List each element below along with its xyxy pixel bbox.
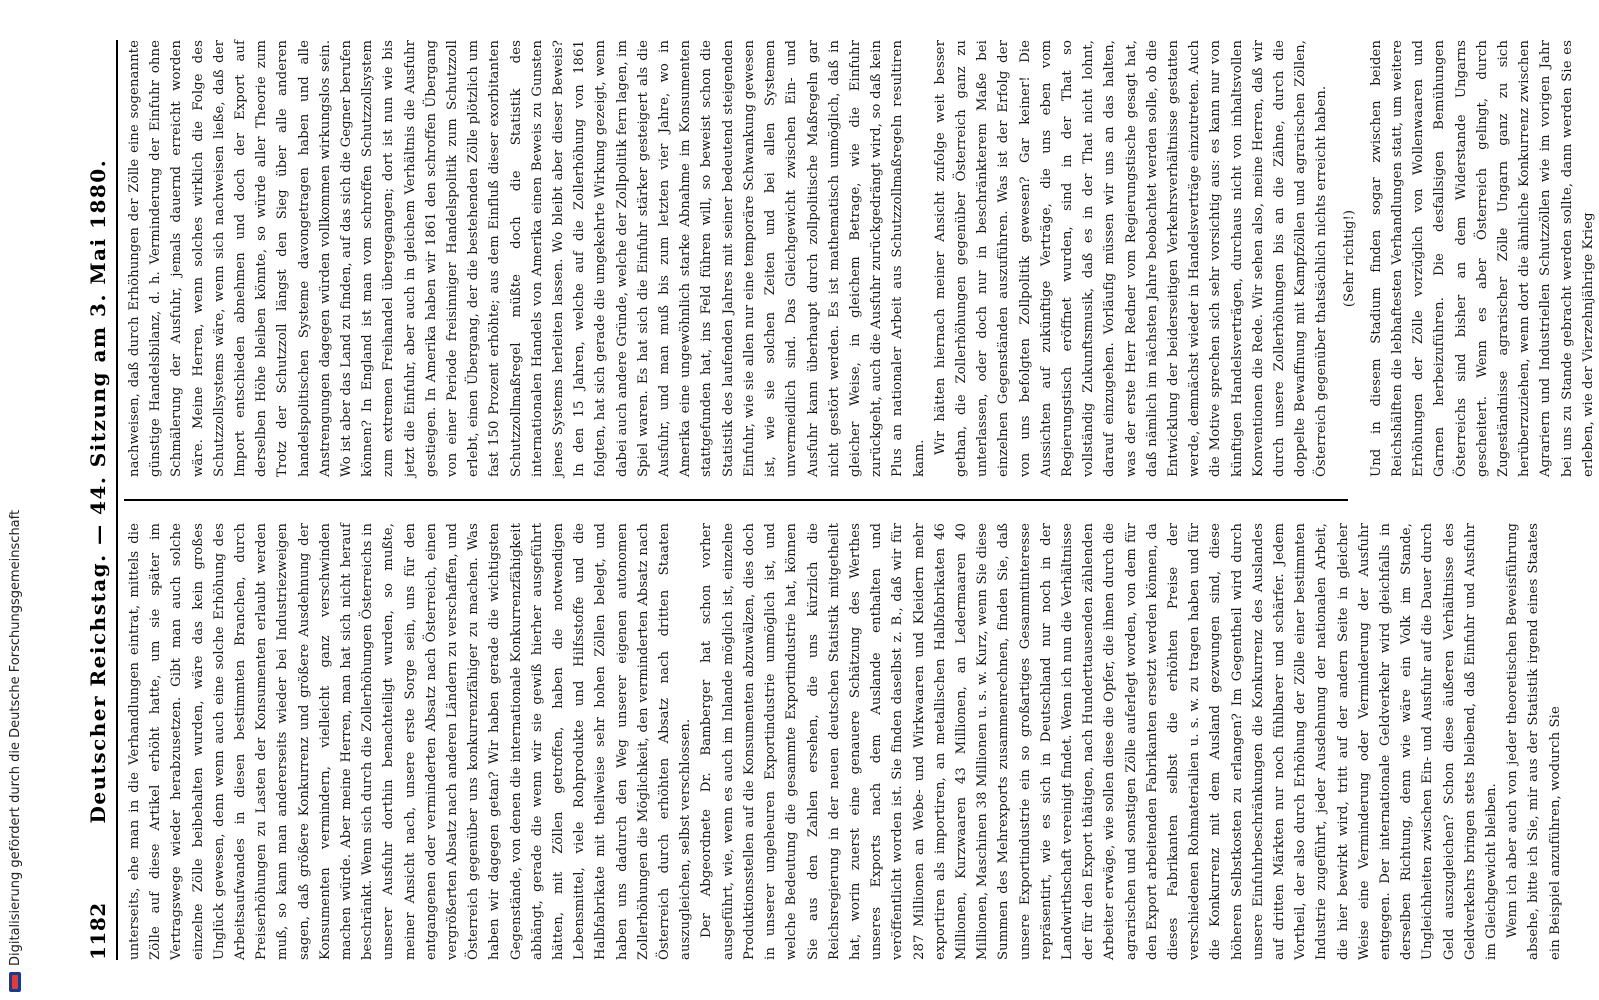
right-column <box>124 40 1596 477</box>
interjection: (Sehr richtig!) <box>1341 209 1357 308</box>
right-paragraph-2: Wir hätten hiernach meiner Ansicht zufolge weit besser gethan, die Zollerhöhungen gegenüber Österreich ganz zu unterlassen, oder doch nur in beschränkterem Maße bei einzelnen Gegenständen auszuführen. Was ist der Erfolg der von uns befolgten Zollpolitik gewesen? Gar keiner! Die Aussichten auf zukünftige Verträge, die uns eben vom Regierungstisch eröffnet wurden, sind in der That so vollständig Zukunftsmusik, daß es in der That nicht lohnt, darauf einzugehen. Vorläufig müssen wir uns an das halten, was der erste Herr Redner vom Regierungstische gesagt hat, daß nämlich im nächsten Jahre beobachtet werden solle, ob die Entwicklung der beiderseitigen Verkehrsverhältnisse gestatten werde, demnächst wieder in Handelsverträge einzutreten. Auch die Motive sprechen sich sehr vorsichtig aus: es kann nur von künftigen Handelsverträgen, durchaus nicht von inhaltsvollen Konventionen die Rede. Wir sehen also, meine Herren, daß wir durch unsere Zollerhöhungen bis an die Zähne, durch die doppelte Bewaffnung mit Kampfzöllen und agrarischen Zöllen, Österreich gegenüber thatsächlich nichts erreicht haben. <box>932 40 1330 477</box>
right-paragraph-3: Und in diesem Stadium finden sogar zwischen beiden Reichshälften die lebhaftesten Verhandlungen statt, um weitere Erhöhungen der Zölle vorzüglich von Wollenwaaren und Garnen herbeizuführen. Die desfallsigen Bemühungen Österreichs sind bisher an dem Widerstande Ungarns gescheitert. Wenn es aber Österreich gelingt, durch Zugeständnisse agrarischer Zölle Ungarn ganz zu sich herüberzuziehen, wenn dort die ähnliche Konkurrenz zwischen Agrariern und Industriellen Schutzzöllen wie im vorigen Jahr bei uns zu Stande gebracht werden sollte, dann werden Sie es erleben, wie der Vierzehnjährige Krieg <box>1368 40 1596 477</box>
text-columns <box>124 40 1596 960</box>
left-paragraph-1: unterseits, ehe man in die Verhandlungen eintrat, mittels die Zölle auf diese Artikel erhöht hatte, um sie später im Vertragswege wieder herabzusetzen. Gibt man auch solche einzelne Zölle beibehalten wurden, wäre das kein großes Unglück gewesen, denn wenn auch eine solche Erhöhung des Arbeitsaufwandes in diesen bestimmten Branchen, durch Preiserhöhungen zu Lasten der Konsumenten erlaubt werden muß, so kann man andererseits wieder bei Industriezweigen sagen, daß größere Konkurrenz und größere Ausdehnung der Konsumenten vermindern, vielleicht ganz verschwinden machen würde. Aber meine Herren, man hat sich nicht herauf beschränkt. Wenn sich durch die Zollerhöhungen Österreichs in unserer Ausfuhr dorthin benachteiligt wurden, so mußte, meiner Ansicht nach, unsere erste Sorge sein, uns für den entgangenen oder verminderten Absatz nach Österreich, einen vergrößerten Absatz nach anderen Ländern zu verschaffen, und Österreich gegenüber uns konkurrenzfähiger zu machen. Was haben wir dagegen getan? Wir haben gerade die wichtigsten Gegenstände, von denen die internationale Konkurrenzfähigkeit abhängt, gerade die wenn wir sie gewiß hierher ausgeführt hätten, mit Zöllen getroffen, haben die notwendigen Lebensmittel, viele Rohprodukte und Hilfsstoffe und die Halbfabrikate mit theilweise sehr hohen Zöllen belegt, und haben uns dadurch den Weg unserer eigenen autonomen Zollerhöhungen die Möglichkeit, den verminderten Absatz nach Österreich durch erhöhten Absatz nach dritten Staaten auszugleichen, selbst verschlossen. <box>127 523 694 960</box>
right-paragraph-1: nachweisen, daß durch Erhöhungen der Zölle eine sogenannte günstige Handelsbilanz, d. h. Verminderung der Einfuhr ohne Schmälerung der Ausfuhr, jemals dauernd erreicht worden wäre. Meine Herren, wenn solches wirklich die Folge des Schutzzollsystems wäre, wenn sich nachweisen ließe, daß der Import entschieden abnehmen und doch der Export auf derselben Höhe bleiben könnte, so würde aller Theorie zum Trotz der Schutzzoll längst den Sieg über alle anderen handelspolitischen Systeme davongetragen haben und alle Anstrengungen dagegen würden vollkommen wirkungslos sein. Wo ist aber das Land zu finden, auf das sich die Gegner berufen können? In England ist man vom schroffen Schutzzollsystem zum extremen Freihandel übergegangen; dort ist nun wie bis jetzt die Einfuhr, aber auch in gleichem Verhältnis die Ausfuhr gestiegen. In Amerika haben wir 1861 den schroffen Übergang von einer Periode freisinniger Handelspolitik zum Schutzzoll erlebt, einen Übergang, der die bestehenden Zölle plötzlich um fast 150 Prozent erhöhte; aus dem Einfluß dieser exorbitanten Schutzzollmaßregel müßte doch die Statistik des internationalen Handels von Amerika einen Beweis zu Gunsten jenes Systems herleiten lassen. Wo bleibt aber dieser Beweis? In den 15 Jahren, welche auf die Zollerhöhung von 1861 folgten, hat sich gerade die umgekehrte Wirkung gezeigt, wenn dabei auch andere Gründe, welche der Zollpolitik fern lagen, im Spiel waren. Es hat sich die Einfuhr stärker gesteigert als die Ausfuhr, und man muß bis zum letzten vier Jahre, wo in Amerika eine ungewöhnlich starke Abnahme im Konsumenten stattgefunden hat, ins Feld führen will, so beweist schon die Statistik des laufenden Jahres mit seiner bedeutend steigenden Einfuhr, wie sie allen nur eine temporäre Schwankung gewesen ist, wie sie solchen Zeiten und bei allen Systemen unvermeidlich sind. Das Gleichgewicht zwischen Ein- und Ausfuhr kann überhaupt durch zollpolitische Maßregeln gar nicht gestört werden. Es ist mathematisch unmöglich, daß in gleicher Weise, in gleichem Betrage, wie die Einfuhr zurückgeht, auch die Ausfuhr zurückgedrängt wird, so daß kein Plus an nationaler Arbeit aus Schutzzollmaßregeln resultiren kann. <box>127 40 927 477</box>
page-number: 1182 <box>86 902 110 960</box>
left-paragraph-2: Der Abgeordnete Dr. Bamberger hat schon vorher ausgeführt, wie, wenn es auch im Inlande möglich ist, einzelne Produktionsstellen auf die Konsumenten abzuwälzen, dies doch in unserer ungeheuren Exportindustrie unmöglich ist, und welche Bedeutung die gesammte Exportindustrie hat, können Sie aus den Zahlen ersehen, die uns kürzlich die Reichsregierung in der neuen deutschen Statistik mitgetheilt hat, worin zuerst eine genauere Schätzung des Werthes unseres Exports nach dem Auslande enthalten und veröffentlicht worden ist. Sie finden daselbst z. B., daß wir für 287 Millionen an Webe- und Wirkwaaren und Kleidern mehr exportiren als importiren, an metallischen Halbfabrikaten 46 Millionen, Kurzwaaren 43 Millionen, an Ledermaaren 40 Millionen, Maschinen 38 Millionen u. s. w. Kurz, wenn Sie diese Summen des Mehrexports zusammenrechnen, finden Sie, daß unsere Exportindustrie ein so großartiges Gesammtinteresse repräsentirt, wie es sich in Deutschland nur noch in der Landwirthschaft vereinigt findet. Wenn ich nun die Verhältnisse der für den Export thätigen, nach Hunderttausenden zählenden Arbeiter erwäge, wie sollen diese die Opfer, die ihnen durch die agrarischen und sonstigen Zölle auferlegt worden, von dem für den Export arbeitenden Fabrikanten ersetzt werden können, da dieses Fabrikanten selbst die erhöhten Preise der verschiedenen Rohmaterialien u. s. w. zu tragen haben und für die Konkurrenz mit dem Ausland gezwungen sind, diese höheren Selbstkosten zu erlangen? Im Gegentheil wird durch unsere Einfuhrbeschränkungen die Konkurrenz des Auslandes auf dritten Märkten nur noch fühlbarer und schärfer. Jedem Vortheil, der also durch Erhöhung der Zölle einer bestimmten Industrie zugeführt, jeder Ausdehnung der nationalen Arbeit, die hier bewirkt wird, tritt auf der andern Seite in gleicher Weise eine Verminderung oder Verminderung der Ausfuhr entgegen. Der internationale Geldverkehr wird gleichfalls in derselben Richtung, denn wie wäre ein Volk im Stande, Ungleichheiten zwischen Ein- und Ausfuhr auf die Dauer durch Geld auszugleichen? Schon diese äußeren Verhältnisse des Geldverkehrs bringen stets bleibend, daß Einfuhr und Ausfuhr im Gleichgewicht bleiben. <box>699 523 1499 960</box>
running-title: Deutscher Reichstag. — 44. Sitzung am 3. Mai 1880. <box>86 158 110 824</box>
footer-credit: Digitalisierung gefördert durch die Deutsche Forschungsgemeinschaft <box>7 509 23 966</box>
left-paragraph-3: Wenn ich aber auch von jeder theoretischen Beweisführung absehe, bitte ich Sie, mir aus der Statistik irgend eines Staates ein Beispiel anzuführen, wodurch Sie <box>1505 523 1563 960</box>
left-column <box>124 523 1563 960</box>
page-header <box>70 40 118 960</box>
document-page <box>48 0 1596 1000</box>
footer <box>0 0 30 1000</box>
footer-credit-strip <box>0 0 30 1000</box>
dfg-logo-icon <box>9 972 21 992</box>
column-divider <box>124 499 1348 501</box>
